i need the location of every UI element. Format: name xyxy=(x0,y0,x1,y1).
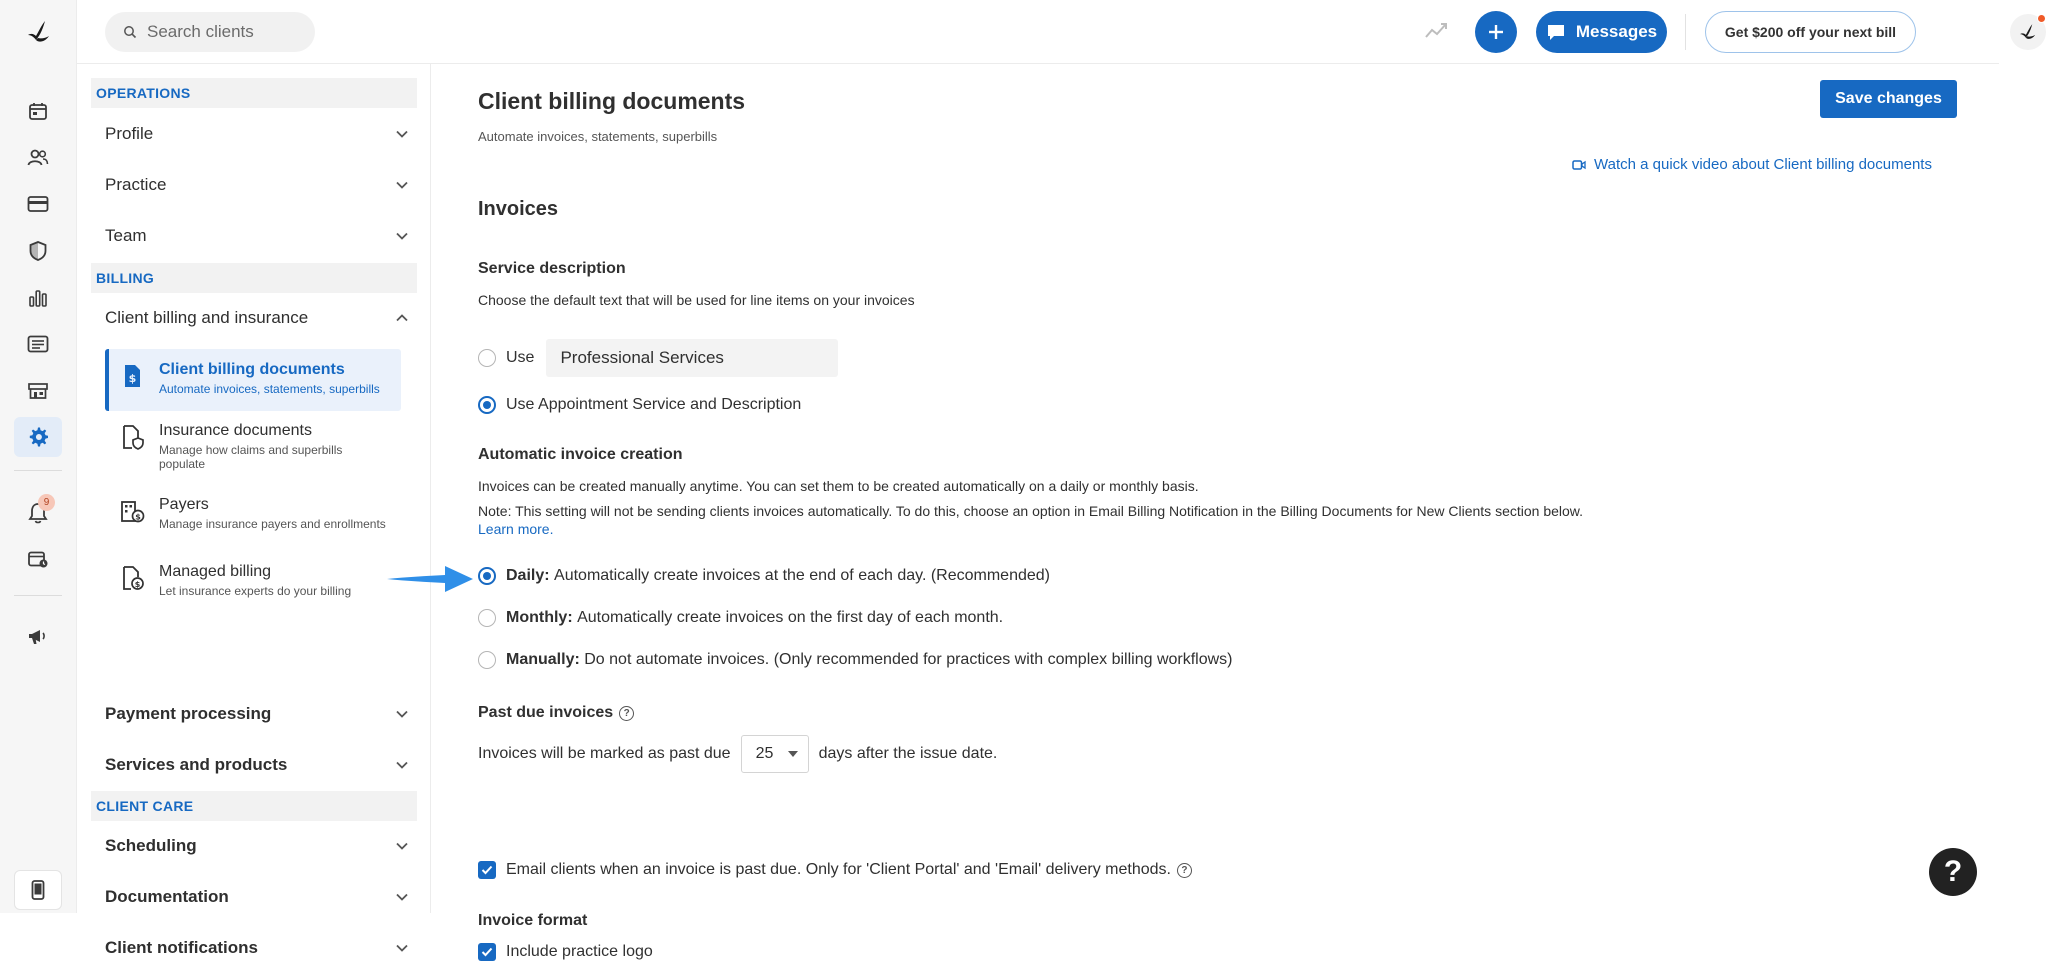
account-avatar[interactable] xyxy=(2010,14,2046,50)
option-label: Daily: xyxy=(506,567,550,584)
nav-item-title: Client billing documents xyxy=(159,361,345,378)
nav-item-managed-billing[interactable] xyxy=(105,551,401,599)
past-due-heading xyxy=(478,704,634,722)
section-header-client-care: CLIENT CARE xyxy=(91,791,417,821)
client-search[interactable] xyxy=(105,12,315,52)
nav-group-practice[interactable] xyxy=(105,171,409,199)
billing-card-icon[interactable] xyxy=(26,192,50,216)
account-alert-dot xyxy=(2037,14,2046,23)
past-due-prefix: Invoices will be marked as past due xyxy=(478,745,731,762)
nav-item-text xyxy=(159,349,380,397)
service-description-appointment-option[interactable] xyxy=(478,396,801,414)
analytics-icon[interactable] xyxy=(26,286,50,310)
chevron-down-icon xyxy=(395,890,409,904)
invoices-heading: Invoices xyxy=(478,198,559,220)
svg-text:$: $ xyxy=(135,512,141,522)
insurance-document-icon xyxy=(119,424,145,450)
nav-item-description: Manage insurance payers and enrollments xyxy=(159,517,386,531)
nav-item-title: Managed billing xyxy=(159,563,272,580)
past-due-days-value: 25 xyxy=(755,745,774,762)
chevron-down-icon xyxy=(395,941,409,955)
nav-item-description: Let insurance experts do your billing xyxy=(159,584,352,598)
chevron-down-icon xyxy=(395,839,409,853)
service-description-heading: Service description xyxy=(478,260,626,277)
calendar-icon[interactable] xyxy=(26,99,50,123)
past-due-heading-label: Past due invoices xyxy=(478,704,614,721)
search-input[interactable] xyxy=(147,22,297,42)
nav-group-scheduling[interactable] xyxy=(105,832,409,860)
settings-nav xyxy=(77,64,431,957)
nav-group-label: Documentation xyxy=(105,887,229,906)
save-changes-button[interactable]: Save changes xyxy=(1820,80,1957,118)
messages-button[interactable] xyxy=(1536,11,1667,53)
nav-item-text xyxy=(159,410,369,472)
nav-group-label: Team xyxy=(105,226,147,245)
nav-group-client-notifications[interactable] xyxy=(105,934,409,962)
top-bar xyxy=(77,0,1999,64)
notification-count-badge: 9 xyxy=(38,494,55,511)
nav-item-description: Automate invoices, statements, superbills xyxy=(159,382,380,396)
messages-label: Messages xyxy=(1575,22,1658,41)
caret-down-icon xyxy=(788,751,798,757)
video-camera-icon xyxy=(1572,159,1586,171)
invoice-monthly-option[interactable] xyxy=(478,609,1003,627)
nav-group-profile[interactable] xyxy=(105,120,409,148)
svg-text:$: $ xyxy=(134,580,141,589)
settings-gear-icon[interactable] xyxy=(14,417,62,457)
nav-item-client-billing-documents[interactable] xyxy=(105,349,401,411)
service-use-label: Use xyxy=(506,349,535,366)
include-logo-checkbox[interactable] xyxy=(478,943,496,961)
main-content xyxy=(431,64,1999,960)
chevron-down-icon xyxy=(395,127,409,141)
nav-group-label: Services and products xyxy=(105,755,288,774)
topbar-divider xyxy=(1685,14,1686,50)
nav-item-description: Manage how claims and superbills populate xyxy=(159,443,343,471)
nav-item-title: Payers xyxy=(159,496,209,513)
service-description-help: Choose the default text that will be used for line items on your invoices xyxy=(478,292,915,308)
simplepractice-logo-icon[interactable] xyxy=(25,18,53,46)
account-logo-icon xyxy=(2018,22,2038,42)
option-label: Monthly: xyxy=(506,609,573,626)
chevron-down-icon xyxy=(395,178,409,192)
chat-bubble-icon xyxy=(1546,23,1566,41)
nav-group-label: Profile xyxy=(105,124,154,143)
service-description-input[interactable]: Professional Services xyxy=(546,339,838,377)
include-logo-label: Include practice logo xyxy=(506,943,653,960)
service-appointment-radio[interactable] xyxy=(478,396,496,414)
chevron-down-icon xyxy=(395,707,409,721)
rail-divider xyxy=(14,595,62,596)
chevron-down-icon xyxy=(395,758,409,772)
nav-group-client-billing-and-insurance[interactable] xyxy=(105,304,409,332)
checkmark-icon xyxy=(481,865,493,875)
nav-group-documentation[interactable] xyxy=(105,883,409,911)
nav-group-label: Scheduling xyxy=(105,836,197,855)
nav-group-services-and-products[interactable] xyxy=(105,751,409,779)
service-appointment-label: Use Appointment Service and Description xyxy=(506,396,802,413)
svg-text:$: $ xyxy=(128,372,137,385)
nav-group-label: Client billing and insurance xyxy=(105,308,309,327)
automatic-invoice-note: Note: This setting will not be sending clients invoices automatically. To do this, choose an option in Email Billing Notification in the Billing Documents for New Clients section below. xyxy=(478,503,1584,519)
nav-group-label: Payment processing xyxy=(105,704,272,723)
past-due-days-select[interactable] xyxy=(741,735,809,773)
past-due-email-checkbox[interactable] xyxy=(478,861,496,879)
help-question-icon[interactable]: ? xyxy=(619,706,634,721)
section-header-operations: OPERATIONS xyxy=(91,78,417,108)
activity-list-icon[interactable] xyxy=(26,332,50,356)
clients-icon[interactable] xyxy=(26,146,50,170)
rail-divider xyxy=(14,470,62,471)
managed-billing-icon xyxy=(119,565,145,591)
automatic-invoice-heading: Automatic invoice creation xyxy=(478,446,683,463)
past-due-days-row xyxy=(478,735,997,773)
option-text: Automatically create invoices at the end of each day. (Recommended) xyxy=(554,567,1050,584)
payers-building-icon xyxy=(119,498,145,524)
announcements-icon[interactable] xyxy=(26,624,50,648)
invoice-manual-radio[interactable] xyxy=(478,651,496,669)
nav-item-insurance-documents[interactable] xyxy=(105,410,401,472)
nav-group-payment-processing[interactable] xyxy=(105,700,409,728)
chevron-up-icon xyxy=(395,311,409,325)
past-due-suffix: days after the issue date. xyxy=(818,745,998,762)
watch-video-label: Watch a quick video about Client billing documents xyxy=(1594,156,1932,173)
nav-item-text xyxy=(159,551,351,599)
section-header-billing: BILLING xyxy=(91,263,417,293)
include-logo-option[interactable] xyxy=(478,943,653,961)
billing-document-icon xyxy=(119,363,145,389)
invoice-daily-radio[interactable] xyxy=(478,567,496,585)
invoice-daily-option[interactable] xyxy=(478,567,1050,585)
help-button[interactable]: ? xyxy=(1929,848,1977,896)
app-rail xyxy=(0,0,77,913)
automatic-invoice-help: Invoices can be created manually anytime. You can set them to be created automatically on a daily or monthly basis. xyxy=(478,478,1199,494)
search-icon xyxy=(123,25,137,39)
checkmark-icon xyxy=(481,947,493,957)
service-use-radio[interactable] xyxy=(478,349,496,367)
help-question-icon[interactable]: ? xyxy=(1177,863,1192,878)
option-text: Automatically create invoices on the first day of each month. xyxy=(577,609,1004,626)
chevron-down-icon xyxy=(395,229,409,243)
page-title: Client billing documents xyxy=(478,88,746,114)
nav-group-team[interactable] xyxy=(105,222,409,250)
insurance-shield-icon[interactable] xyxy=(26,239,50,263)
create-new-button[interactable] xyxy=(1475,11,1517,53)
watch-video-link[interactable] xyxy=(1572,156,1932,173)
page-subtitle: Automate invoices, statements, superbills xyxy=(478,129,718,144)
invoice-monthly-radio[interactable] xyxy=(478,609,496,627)
past-due-email-option[interactable] xyxy=(478,861,1192,879)
invoice-manual-option[interactable] xyxy=(478,651,1233,669)
plus-icon xyxy=(1488,24,1504,40)
reminders-icon[interactable] xyxy=(26,547,50,571)
past-due-email-label: Email clients when an invoice is past due. Only for 'Client Portal' and 'Email' delivery methods. xyxy=(506,861,1171,878)
invoice-format-heading: Invoice format xyxy=(478,912,588,929)
service-description-use-option[interactable] xyxy=(478,339,838,377)
nav-item-payers[interactable] xyxy=(105,484,401,532)
nav-item-title: Insurance documents xyxy=(159,422,312,439)
nav-item-text xyxy=(159,484,386,532)
trend-chart-icon[interactable] xyxy=(1423,18,1449,44)
mobile-app-icon[interactable] xyxy=(14,870,62,910)
nav-group-label: Practice xyxy=(105,175,167,194)
option-label: Manually: xyxy=(506,651,580,668)
learn-more-link[interactable]: Learn more. xyxy=(478,521,554,537)
marketplace-icon[interactable] xyxy=(26,379,50,403)
referral-promo-button[interactable]: Get $200 off your next bill xyxy=(1705,11,1916,53)
nav-group-label: Client notifications xyxy=(105,938,258,957)
option-text: Do not automate invoices. (Only recommended for practices with complex billing workflows) xyxy=(584,651,1233,668)
